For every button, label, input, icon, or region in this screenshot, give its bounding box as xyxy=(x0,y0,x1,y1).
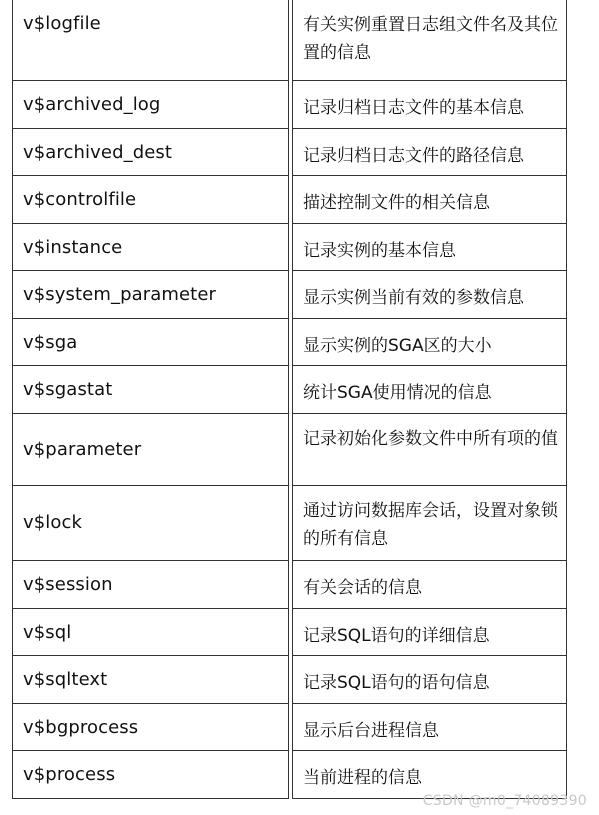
description-cell: 记录初始化参数文件中所有项的值 xyxy=(292,414,567,486)
description-cell: 有关实例重置日志组文件名及其位置的信息 xyxy=(292,0,567,81)
description-cell: 统计SGA使用情况的信息 xyxy=(292,366,567,414)
table-row xyxy=(12,176,567,224)
description-cell: 记录SQL语句的详细信息 xyxy=(292,609,567,656)
view-name-cell: v$parameter xyxy=(12,414,289,486)
table-row xyxy=(12,319,567,366)
views-table xyxy=(12,0,567,799)
view-name-cell: v$controlfile xyxy=(12,176,289,224)
table-row xyxy=(12,129,567,176)
view-name-cell: v$sql xyxy=(12,609,289,656)
description-cell: 记录归档日志文件的基本信息 xyxy=(292,81,567,129)
table-row xyxy=(12,271,567,319)
description-cell: 记录归档日志文件的路径信息 xyxy=(292,129,567,176)
description-cell: 描述控制文件的相关信息 xyxy=(292,176,567,224)
table-row xyxy=(12,704,567,751)
description-cell: 通过访问数据库会话，设置对象锁的所有信息 xyxy=(292,486,567,561)
table-row xyxy=(12,656,567,704)
description-cell: 有关会话的信息 xyxy=(292,561,567,609)
view-name-cell: v$logfile xyxy=(12,0,289,81)
view-name-cell: v$bgprocess xyxy=(12,704,289,751)
view-name-cell: v$session xyxy=(12,561,289,609)
csdn-watermark: CSDN @m0_74089390 xyxy=(422,793,587,809)
table-row xyxy=(12,224,567,271)
table-row xyxy=(12,561,567,609)
view-name-cell: v$process xyxy=(12,751,289,799)
table-row xyxy=(12,81,567,129)
description-cell: 显示实例的SGA区的大小 xyxy=(292,319,567,366)
view-name-cell: v$archived_log xyxy=(12,81,289,129)
table-row xyxy=(12,414,567,486)
view-name-cell: v$sga xyxy=(12,319,289,366)
view-name-cell: v$archived_dest xyxy=(12,129,289,176)
view-name-cell: v$lock xyxy=(12,486,289,561)
table-row xyxy=(12,486,567,561)
view-name-cell: v$instance xyxy=(12,224,289,271)
description-cell: 显示后台进程信息 xyxy=(292,704,567,751)
table-row xyxy=(12,0,567,81)
table-row xyxy=(12,751,567,799)
table-row xyxy=(12,609,567,656)
view-name-cell: v$system_parameter xyxy=(12,271,289,319)
description-cell: 当前进程的信息 xyxy=(292,751,567,799)
view-name-cell: v$sgastat xyxy=(12,366,289,414)
description-cell: 显示实例当前有效的参数信息 xyxy=(292,271,567,319)
view-name-cell: v$sqltext xyxy=(12,656,289,704)
description-cell: 记录实例的基本信息 xyxy=(292,224,567,271)
table-row xyxy=(12,366,567,414)
description-cell: 记录SQL语句的语句信息 xyxy=(292,656,567,704)
